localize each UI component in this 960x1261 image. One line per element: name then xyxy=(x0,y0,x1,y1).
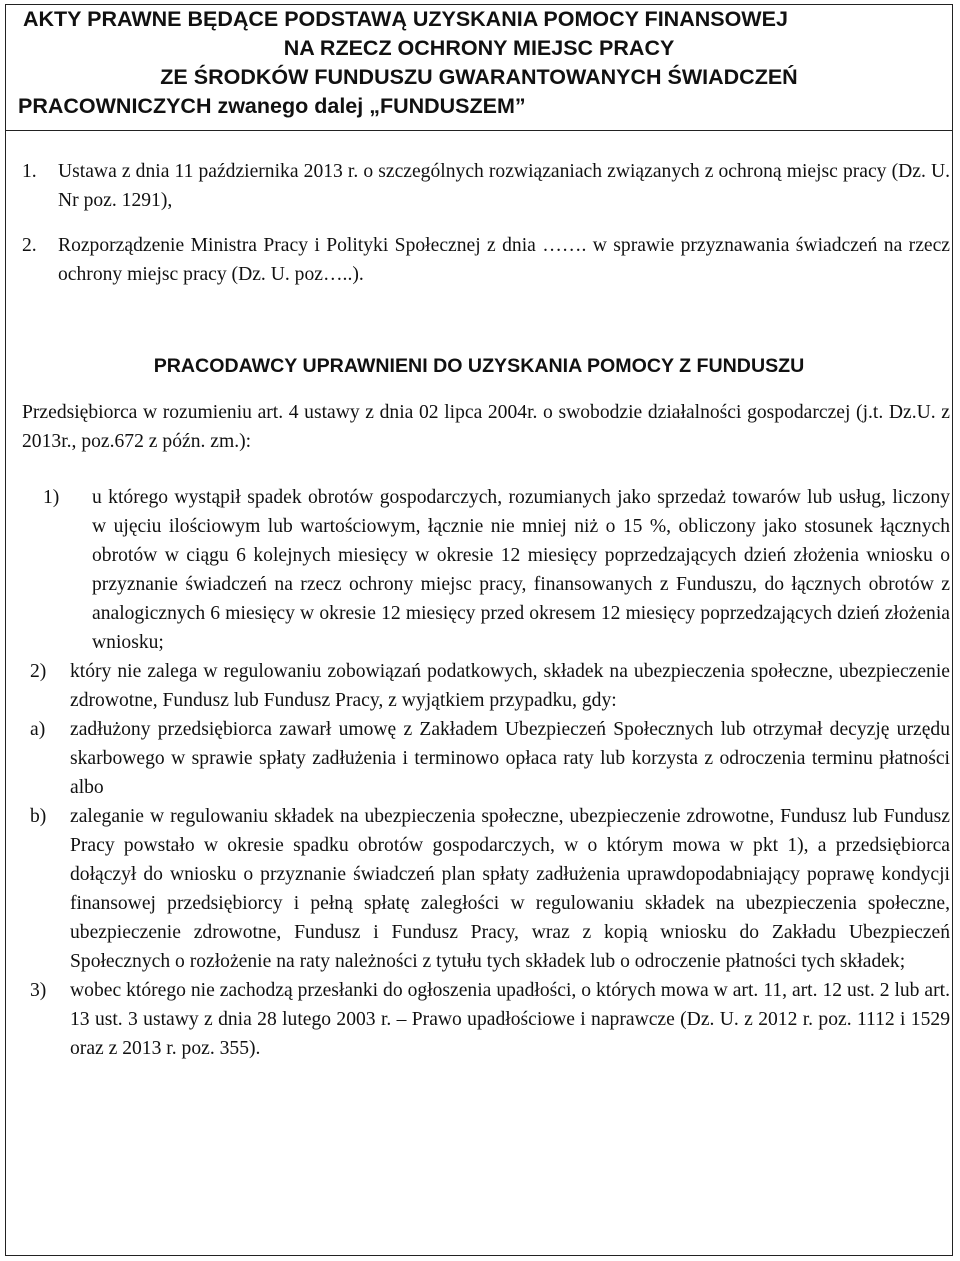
condition-number: 2) xyxy=(30,661,47,682)
conditions-list xyxy=(22,483,950,1063)
legal-act-number: 1. xyxy=(22,161,37,182)
condition-item xyxy=(22,802,950,976)
title-line-2: NA RZECZ OCHRONY MIEJSC PRACY xyxy=(283,36,675,60)
condition-text: zadłużony przedsiębiorca zawarł umowę z Zakładem Ubezpieczeń Społecznych lub otrzymał decyzję urzędu skarbowego w sprawie spłaty zadłużenia i terminowo opłaca raty lub korzysta z odroczenia terminu płatności albo xyxy=(70,719,950,798)
section-intro: Przedsiębiorca w rozumieniu art. 4 ustawy z dnia 02 lipca 2004r. o swobodzie działalności gospodarczej (j.t. Dz.U. z 2013r., poz.672 z późn. zm.): xyxy=(22,402,950,452)
condition-item xyxy=(22,976,950,1063)
title-line-1: AKTY PRAWNE BĘDĄCE PODSTAWĄ UZYSKANIA POMOCY FINANSOWEJ xyxy=(23,7,788,31)
legal-acts-list xyxy=(22,157,950,305)
condition-item xyxy=(22,483,950,657)
condition-text: u którego wystąpił spadek obrotów gospodarczych, rozumianych jako sprzedaż towarów lub usług, liczony w ujęciu ilościowym lub wartościowym, łącznie nie mniej niż o 15 %, obliczony jako stosunek łącznych obrotów w ciągu 6 kolejnych miesięcy w okresie 12 miesięcy poprzedzających dzień złożenia wniosku o przyznanie świadczeń na rzecz ochrony miejsc pracy, finansowanych z Funduszu, do łącznych obrotów z analogicznych 6 miesięcy w okresie 12 miesięcy przed okresem 12 miesięcy poprzedzających dzień złożenia wniosku; xyxy=(92,487,950,653)
document-frame xyxy=(5,4,953,1256)
condition-number: 1) xyxy=(43,487,60,508)
condition-text: wobec którego nie zachodzą przesłanki do ogłoszenia upadłości, o których mowa w art. 11, art. 12 ust. 2 lub art. 13 ust. 3 ustawy z dnia 28 lutego 2003 r. – Prawo upadłościowe i naprawcze (Dz. U. z 2012 r. poz. 1112 i 1529 oraz z 2013 r. poz. 355). xyxy=(70,980,950,1059)
condition-text: który nie zalega w regulowaniu zobowiązań podatkowych, składek na ubezpieczenia społeczne, ubezpieczenie zdrowotne, Fundusz lub Fundusz Pracy, z wyjątkiem przypadku, gdy: xyxy=(70,661,950,711)
legal-act-number: 2. xyxy=(22,235,37,256)
title-box xyxy=(6,5,952,131)
title-line-3: ZE ŚRODKÓW FUNDUSZU GWARANTOWANYCH ŚWIADCZEŃ xyxy=(160,65,798,89)
condition-number: b) xyxy=(30,806,47,827)
condition-number: a) xyxy=(30,719,46,740)
condition-item xyxy=(22,657,950,715)
legal-act-text: Rozporządzenie Ministra Pracy i Polityki Społecznej z dnia ……. w sprawie przyznawania świadczeń na rzecz ochrony miejsc pracy (Dz. U. poz…..). xyxy=(58,235,950,285)
legal-act-item xyxy=(22,157,950,215)
section-heading: PRACODAWCY UPRAWNIENI DO UZYSKANIA POMOCY Z FUNDUSZU xyxy=(153,355,805,377)
condition-text: zaleganie w regulowaniu składek na ubezpieczenia społeczne, ubezpieczenie zdrowotne, Fundusz lub Fundusz Pracy powstało w okresie spadku obrotów gospodarczych, w o którym mowa w pkt 1), a przedsiębiorca dołączył do wniosku o przyznanie świadczeń plan spłaty zadłużenia uprawdopodabniający poprawę kondycji finansowej przedsiębiorcy i pełną spłatę zaległości w regulowaniu składek na ubezpieczenia społeczne, ubezpieczenie zdrowotne, Fundusz i Fundusz Pracy, wraz z kopią wniosku do Zakładu Ubezpieczeń Społecznych o rozłożenie na raty należności z tytułu tych składek lub o odroczenie płatności tych składek; xyxy=(70,806,950,972)
title-line-4: PRACOWNICZYCH zwanego dalej „FUNDUSZEM” xyxy=(18,94,526,118)
legal-act-text: Ustawa z dnia 11 października 2013 r. o szczególnych rozwiązaniach związanych z ochroną miejsc pracy (Dz. U. Nr poz. 1291), xyxy=(58,161,950,211)
condition-number: 3) xyxy=(30,980,47,1001)
legal-act-item xyxy=(22,231,950,289)
condition-item xyxy=(22,715,950,802)
